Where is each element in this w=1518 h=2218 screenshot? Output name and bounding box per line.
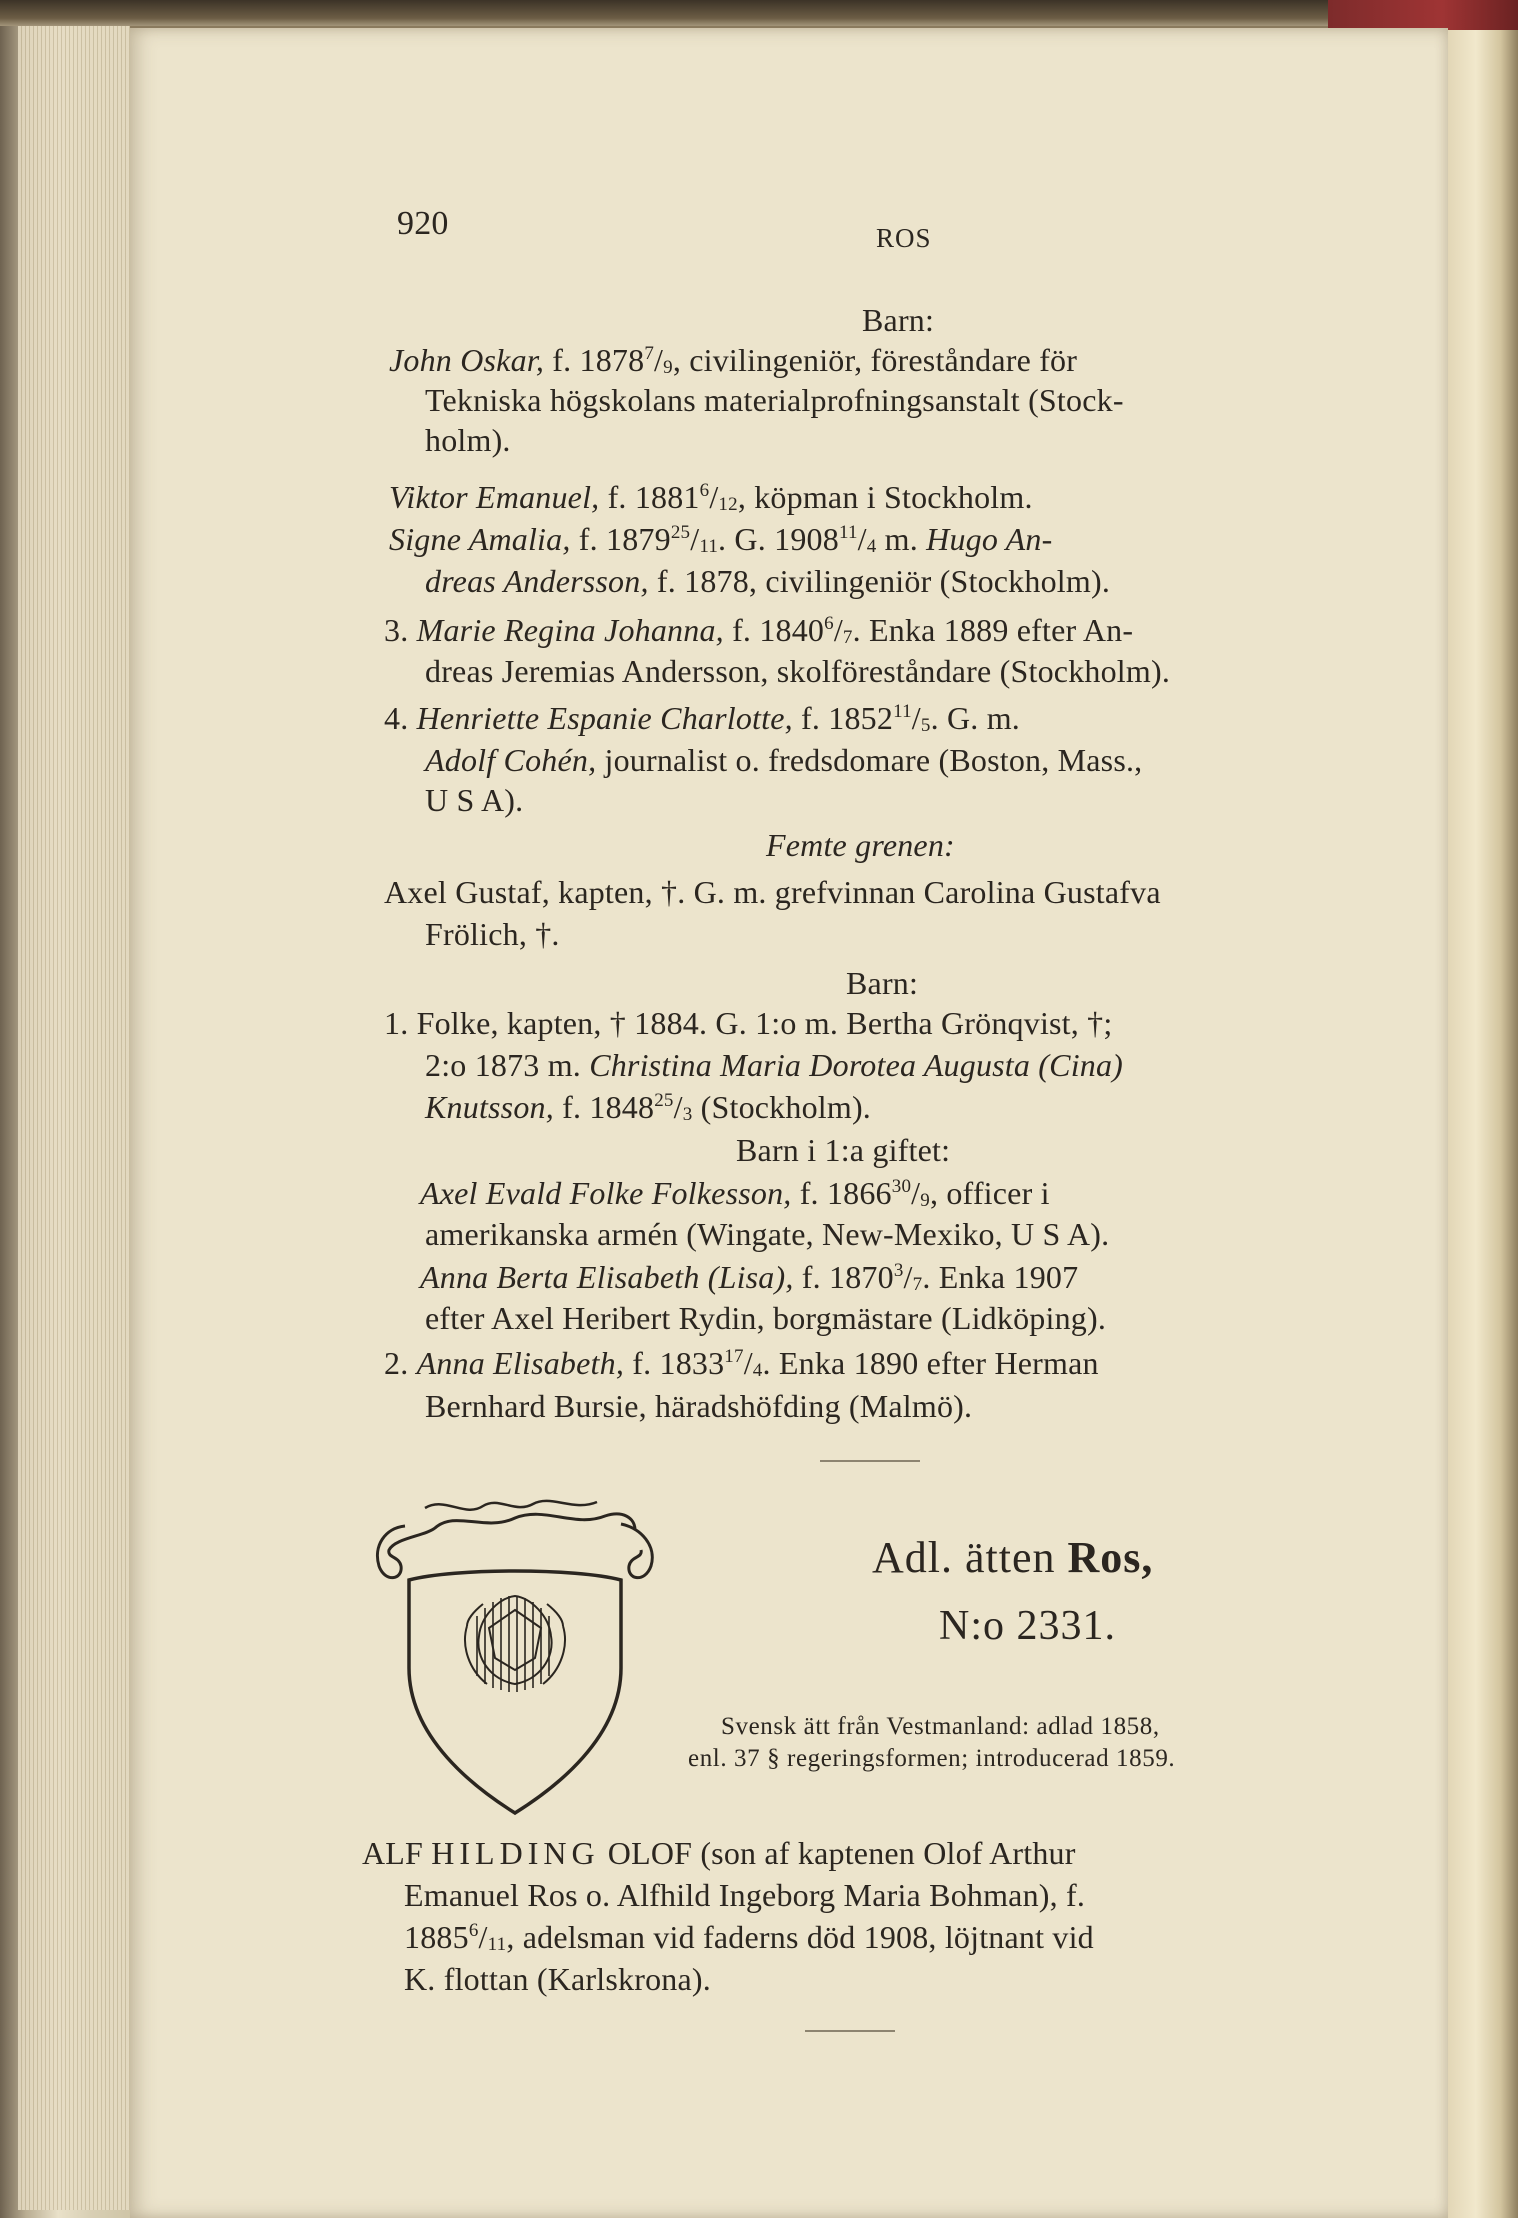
house-description: enl. 37 § regeringsformen; introducerad 1859. (688, 1745, 1176, 1772)
text-line: $1885^6/_{11}$, adelsman vid faderns död 1908, löjtnant vid (404, 1919, 1094, 1955)
book-top-edge (0, 0, 1518, 26)
text-line: 2:o 1873 m. Christina Maria Dorotea Augusta (Cina) (425, 1047, 1124, 1083)
text-line: Signe Amalia, f. $1879^{25}/_{11}$. G. $1908^{11}/_4$ m. Hugo An- (389, 521, 1053, 557)
house-number: N:o 2331. (939, 1603, 1116, 1649)
text-line: 3. Marie Regina Johanna, f. $1840^6/_7$. Enka 1889 efter An- (384, 612, 1134, 648)
heading-barn-i-1a-giftet: Barn i 1:a giftet: (736, 1132, 951, 1168)
text-line: 4. Henriette Espanie Charlotte, f. $1852^{11}/_5$. G. m. (384, 700, 1020, 736)
heading-barn: Barn: (862, 302, 935, 338)
text-line: Emanuel Ros o. Alfhild Ingeborg Maria Bohman), f. (404, 1877, 1086, 1913)
running-head: ROS (876, 223, 932, 253)
text-line: Adolf Cohén, journalist o. fredsdomare (Boston, Mass., (425, 742, 1143, 778)
text-line: K. flottan (Karlskrona). (404, 1961, 711, 1997)
text-line: Anna Berta Elisabeth (Lisa), f. $1870^3/_7$. Enka 1907 (420, 1259, 1079, 1295)
text-line: Viktor Emanuel, f. $1881^6/_{12}$, köpman i Stockholm. (389, 479, 1033, 515)
page-number: 920 (397, 205, 449, 242)
text-line: dreas Andersson, f. 1878, civilingeniör (Stockholm). (425, 563, 1111, 599)
text-line: 1. Folke, kapten, † 1884. G. 1:o m. Bertha Grönqvist, †; (384, 1005, 1113, 1041)
section-divider (820, 1460, 920, 1462)
house-title: Adl. ätten Ros, (872, 1533, 1154, 1582)
text-line: Axel Evald Folke Folkesson, f. $1866^{30}/_9$, officer i (420, 1175, 1050, 1211)
text-line: amerikanska armén (Wingate, New-Mexiko, U S A). (425, 1216, 1110, 1252)
text-line: Knutsson, f. $1848^{25}/_3$ (Stockholm). (425, 1089, 872, 1125)
text-line: Frölich, †. (425, 916, 560, 952)
text-line: efter Axel Heribert Rydin, borgmästare (Lidköping). (425, 1300, 1107, 1336)
coat-of-arms-image (365, 1488, 665, 1818)
heading-femte-grenen: Femte grenen: (766, 827, 955, 863)
section-divider (805, 2030, 895, 2032)
text-line: Tekniska högskolans materialprofningsanstalt (Stock- (425, 382, 1124, 418)
page-edges-right (1448, 30, 1518, 2218)
text-line: 2. Anna Elisabeth, f. $1833^{17}/_4$. Enka 1890 efter Herman (384, 1345, 1099, 1381)
text-line: John Oskar, f. $1878^7/_9$, civilingeniör, föreståndare för (389, 342, 1078, 378)
heading-barn: Barn: (846, 965, 919, 1001)
page-edges-left (18, 10, 130, 2210)
text-line: dreas Jeremias Andersson, skolföreståndare (Stockholm). (425, 653, 1171, 689)
text-line: U S A). (425, 782, 524, 818)
text-line: Bernhard Bursie, häradshöfding (Malmö). (425, 1388, 973, 1424)
house-description: Svensk ätt från Vestmanland: adlad 1858, (721, 1713, 1160, 1740)
text-line: ALF HILDING OLOF (son af kaptenen Olof Arthur (362, 1835, 1076, 1871)
text-line: holm). (425, 422, 511, 458)
text-line: Axel Gustaf, kapten, †. G. m. grefvinnan Carolina Gustafva (384, 874, 1161, 910)
